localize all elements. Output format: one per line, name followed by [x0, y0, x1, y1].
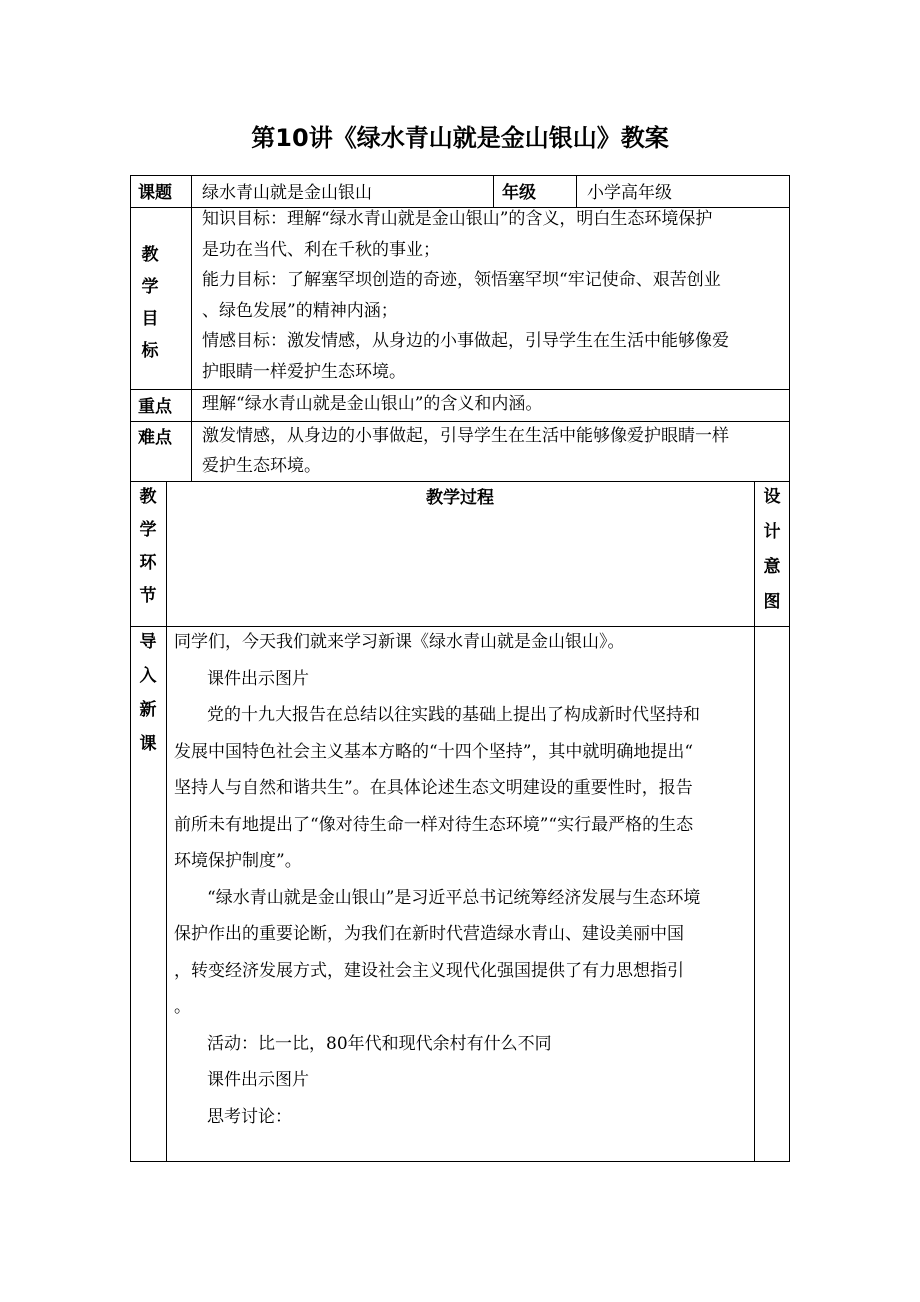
teaching-stage-header: [138, 482, 158, 614]
intro-content: [174, 624, 700, 1135]
label-char: 入: [139, 666, 157, 686]
topic-label: 课题: [138, 183, 172, 203]
content-line: ，转变经济发展方式，建设社会主义现代化强国提供了有力思想指引: [174, 960, 684, 981]
column-divider: [493, 175, 494, 207]
label-char: 学: [141, 277, 159, 297]
content-line: 课件出示图片: [207, 1070, 309, 1090]
label-char: 课: [139, 734, 157, 754]
key-point-label: 重点: [138, 397, 172, 417]
grade-label: 年级: [502, 183, 536, 203]
grade-value: 小学高年级: [587, 183, 672, 203]
content-line: 党的十九大报告在总结以往实践的基础上提出了构成新时代坚持和: [207, 705, 700, 725]
page-title: 第10讲《绿水青山就是金山银山》教案: [251, 124, 669, 152]
difficulty-line: 爱护生态环境。: [202, 456, 321, 476]
label-char: 教: [141, 245, 159, 265]
difficulty-line: 激发情感，从身边的小事做起，引导学生在生活中能够像爱护眼睛一样: [202, 426, 729, 446]
objectives-label: [140, 240, 160, 368]
label-char: 新: [139, 700, 157, 720]
topic-value: 绿水青山就是金山银山: [202, 183, 372, 203]
objective-line: 情感目标：激发情感，从身边的小事做起，引导学生在生活中能够像爱: [202, 331, 729, 351]
column-divider: [754, 481, 755, 1162]
header-char: 环: [139, 553, 157, 573]
header-char: 设: [763, 487, 781, 507]
content-line: 发展中国特色社会主义基本方略的“十四个坚持”，其中就明确地提出“: [174, 741, 694, 762]
column-divider: [166, 481, 167, 1162]
content-line: 坚持人与自然和谐共生”。在具体论述生态文明建设的重要性时，报告: [174, 778, 693, 798]
label-char: 目: [141, 309, 159, 329]
label-char: 标: [141, 341, 159, 361]
content-line: 同学们，今天我们就来学习新课《绿水青山就是金山银山》。: [174, 632, 625, 652]
objective-line: 、绿色发展”的精神内涵；: [202, 300, 398, 321]
header-char: 学: [139, 520, 157, 540]
content-line: 保护作出的重要论断，为我们在新时代营造绿水青山、建设美丽中国: [174, 924, 684, 944]
content-line: 。: [174, 997, 191, 1017]
label-char: 导: [139, 632, 157, 652]
content-line: “绿水青山就是金山银山”是习近平总书记统筹经济发展与生态环境: [207, 887, 701, 908]
content-line: 活动：比一比，80年代和现代余村有什么不同: [207, 1033, 552, 1054]
header-char: 计: [763, 522, 781, 542]
teaching-process-header: 教学过程: [426, 488, 494, 508]
objective-line: 知识目标：理解“绿水青山就是金山银山”的含义，明白生态环境保护: [202, 209, 713, 229]
column-divider: [191, 175, 192, 481]
objective-line: 是功在当代、利在千秋的事业；: [202, 239, 440, 260]
content-line: 课件出示图片: [207, 668, 309, 689]
header-char: 图: [763, 592, 781, 612]
difficulty-text: [202, 421, 729, 481]
header-char: 教: [139, 487, 157, 507]
objectives-text: [202, 204, 729, 387]
content-line: 环境保护制度”。: [174, 851, 302, 871]
content-line: 前所未有地提出了“像对待生命一样对待生态环境”“实行最严格的生态: [174, 814, 694, 835]
content-line: 思考讨论：: [207, 1106, 292, 1127]
objective-line: 能力目标：了解塞罕坝创造的奇迹，领悟塞罕坝“牢记使命、艰苦创业: [202, 270, 721, 290]
intro-section-label: [138, 627, 158, 763]
objective-line: 护眼睛一样爱护生态环境。: [202, 361, 406, 382]
header-char: 节: [139, 586, 157, 606]
key-point-text: 理解“绿水青山就是金山银山”的含义和内涵。: [202, 394, 543, 414]
column-divider: [576, 175, 577, 207]
difficulty-label: 难点: [138, 428, 172, 448]
design-intent-header: [762, 482, 782, 622]
header-char: 意: [763, 557, 781, 577]
